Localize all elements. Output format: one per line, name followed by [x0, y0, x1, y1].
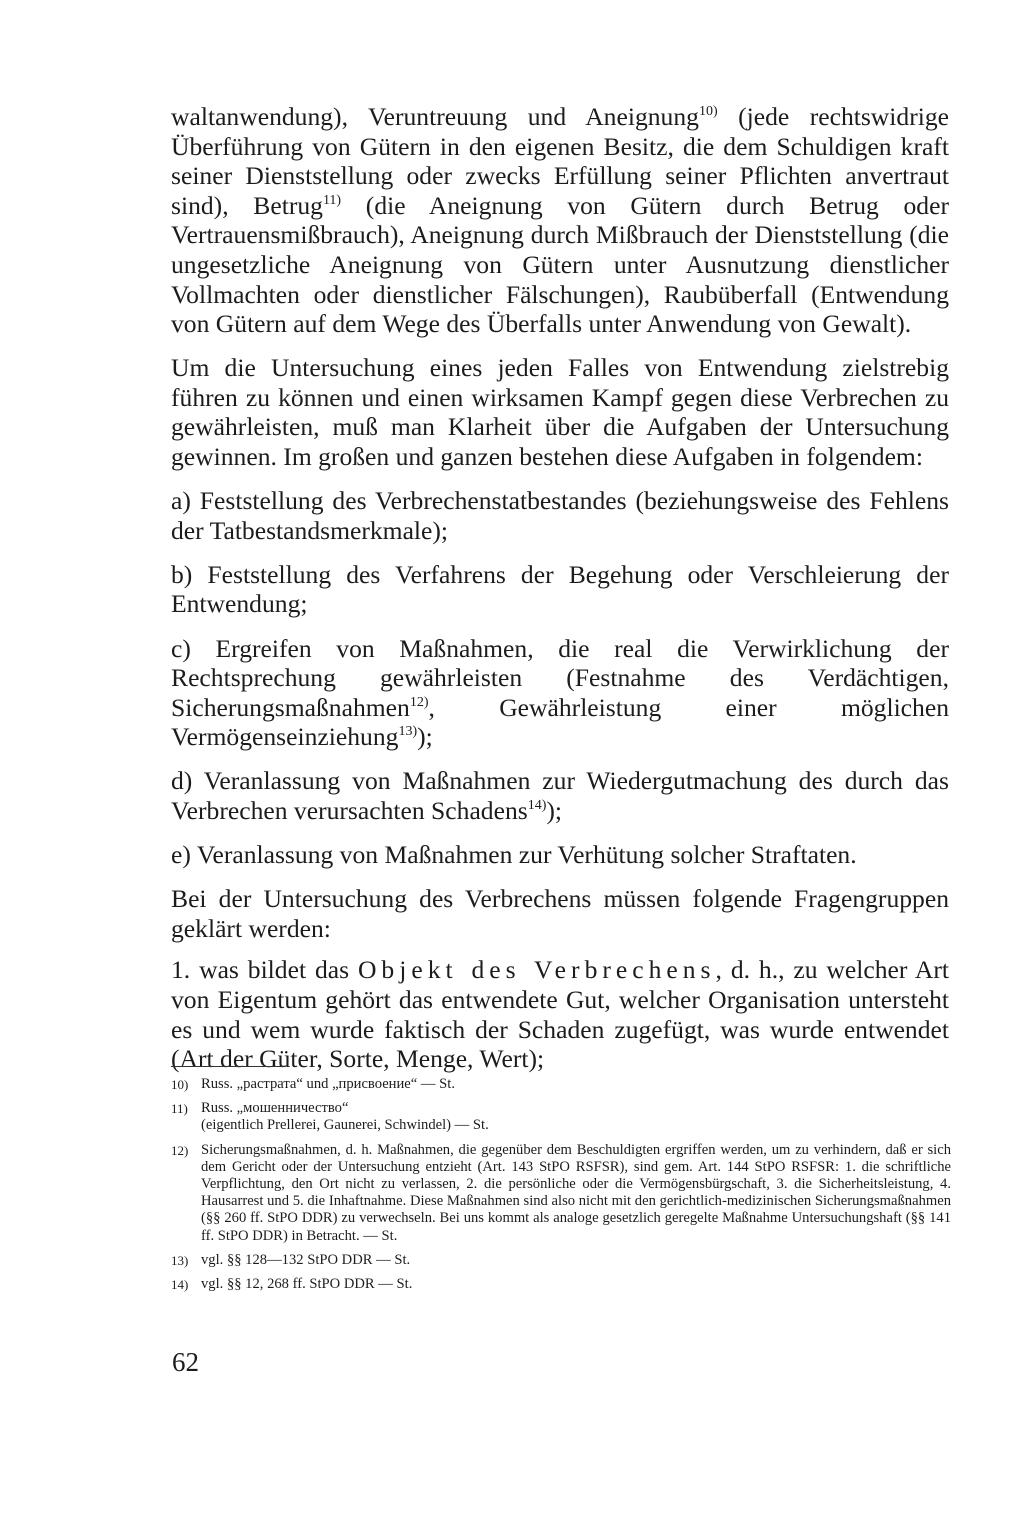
main-text [171, 102, 949, 1088]
text-run: (die Aneignung von Gütern durch Betrug oder Vertrauensmißbrauch), Aneignung durch Mißbrauch der Dienststellung (die ungesetzliche Aneignung von Gütern unter Ausnutzung dienstlicher Vollmachten oder dienstlicher Fälschungen), Raubüberfall (Entwendung von Gütern auf dem Wege des Überfalls unter Anwendung von Gewalt). [171, 190, 949, 339]
footnote-11 [171, 1100, 951, 1134]
footnote-text [201, 1100, 951, 1134]
text-run: (jede rechtswidrige Überführung von Gütern in den eigenen Besitz, die dem Schuldigen kraft seiner Dienststellung oder zwecks Erfüllung seiner Pflichten anvertraut sind), Betrug [171, 102, 949, 220]
footnote-ref-10: 10) [698, 104, 718, 119]
list-item-b: b) Feststellung des Verfahrens der Begehung oder Verschleierung der Entwendung; [171, 559, 949, 619]
footnote-text [201, 1142, 951, 1245]
footnote-number: 12) [171, 1142, 189, 1158]
text-run: , Gewährleistung einer möglichen Vermögenseinziehung [171, 692, 949, 752]
list-item-a: a) Feststellung des Verbrechenstatbestandes (beziehungsweise des Fehlens der Tatbestandsmerkmale); [171, 486, 949, 545]
footnote-14 [171, 1276, 951, 1293]
footnote-text [201, 1076, 951, 1093]
footnote-13 [171, 1252, 951, 1269]
footnote-line: vgl. §§ 128—132 StPO DDR — St. [201, 1251, 411, 1268]
footnote-12 [171, 1142, 951, 1245]
paragraph-3: Bei der Untersuchung des Verbrechens müssen folgende Fragengruppen geklärt werden: [171, 884, 949, 943]
text-run: d) Veranlassung von Maßnahmen zur Wiedergutmachung des durch das Verbrechen verursachten Schadens [171, 766, 949, 825]
footnote-ref-14: 14) [527, 797, 547, 813]
paragraph-2: Um die Untersuchung eines jeden Falles von Entwendung zielstrebig führen zu können und einen wirksamen Kampf gegen diese Verbrechen zu gewährleisten, muß man Klarheit über die Aufgaben der Untersuchung gewinnen. Im großen und ganzen bestehen diese Aufgaben in folgendem: [171, 353, 949, 472]
footnote-number: 13) [171, 1252, 189, 1268]
text-run: waltanwendung), Veruntreuung und Aneignung [171, 102, 699, 131]
footnote-line: vgl. §§ 12, 268 ff. StPO DDR — St. [201, 1276, 413, 1293]
list-item-e: e) Veranlassung von Maßnahmen zur Verhütung solcher Straftaten. [171, 840, 857, 870]
footnote-ref-13: 13) [398, 724, 418, 740]
footnote-line: Russ. „мошенничество“ [201, 1100, 349, 1117]
footnote-number: 10) [171, 1077, 189, 1092]
footnote-ref-11: 11) [322, 192, 342, 208]
footnote-line: Russ. „растрата“ und „присвоение“ — St. [201, 1076, 455, 1092]
footnote-line: Sicherungsmaßnahmen, d. h. Maßnahmen, die gegenüber dem Beschuldigten ergriffen werden, um zu verhindern, daß er sich dem Gericht oder der Untersuchung entzieht (Art. 143 StPO RSFSR), sind gem. Art. 144 StPO RSFSR: 1. die schriftliche Verpflichtung, den Ort nicht zu verlassen, 2. die persönliche oder die Vermögensbürgschaft, 3. die Sicherheitsleistung, 4. Hausarrest und 5. die Inhaftnahme. Diese Maßnahmen sind also nicht mit den gerichtlich-medizinischen Sicherungsmaßnahmen (§§ 260 ff. StPO DDR) zu verwechseln. Bei uns kommt als analoge gesetzlich geregelte Maßnahme Untersuchungshaft (§§ 141 ff. StPO DDR) in Betracht. — St. [201, 1141, 951, 1244]
footnotes [171, 1076, 951, 1300]
text-run: c) Ergreifen von Maßnahmen, die real die Verwirklichung der Rechtsprechung gewährleisten (Festnahme des Verdächtigen, Sicherungsmaßnahmen [171, 633, 949, 722]
text-run: , d. h., zu welcher Art von Eigentum gehört das entwendete Gut, welcher Organisation untersteht es und wem wurde faktisch der Schaden zugefügt, was wurde entwendet (Art der Güter, Sorte, Menge, Wert); [171, 955, 950, 1074]
paragraph-4 [171, 955, 949, 1073]
footnote-text [201, 1252, 951, 1269]
spaced-emphasis: Objekt des Verbrechens [357, 955, 716, 985]
paragraph-1 [171, 102, 949, 339]
footnote-text [201, 1276, 951, 1293]
text-run: ); [546, 795, 563, 825]
text-run: ); [417, 722, 433, 752]
page-number: 62 [172, 1347, 199, 1377]
footnote-number: 14) [171, 1277, 189, 1293]
footnote-line: (eigentlich Prellerei, Gaunerei, Schwindel) — St. [201, 1117, 489, 1134]
footnote-ref-12: 12) [409, 694, 429, 710]
footnote-divider [171, 1066, 286, 1067]
list-item-d [171, 766, 949, 825]
footnote-10 [171, 1076, 951, 1093]
text-run: 1. was bildet das [171, 955, 358, 985]
list-item-c [171, 634, 949, 752]
footnote-number: 11) [171, 1101, 188, 1117]
